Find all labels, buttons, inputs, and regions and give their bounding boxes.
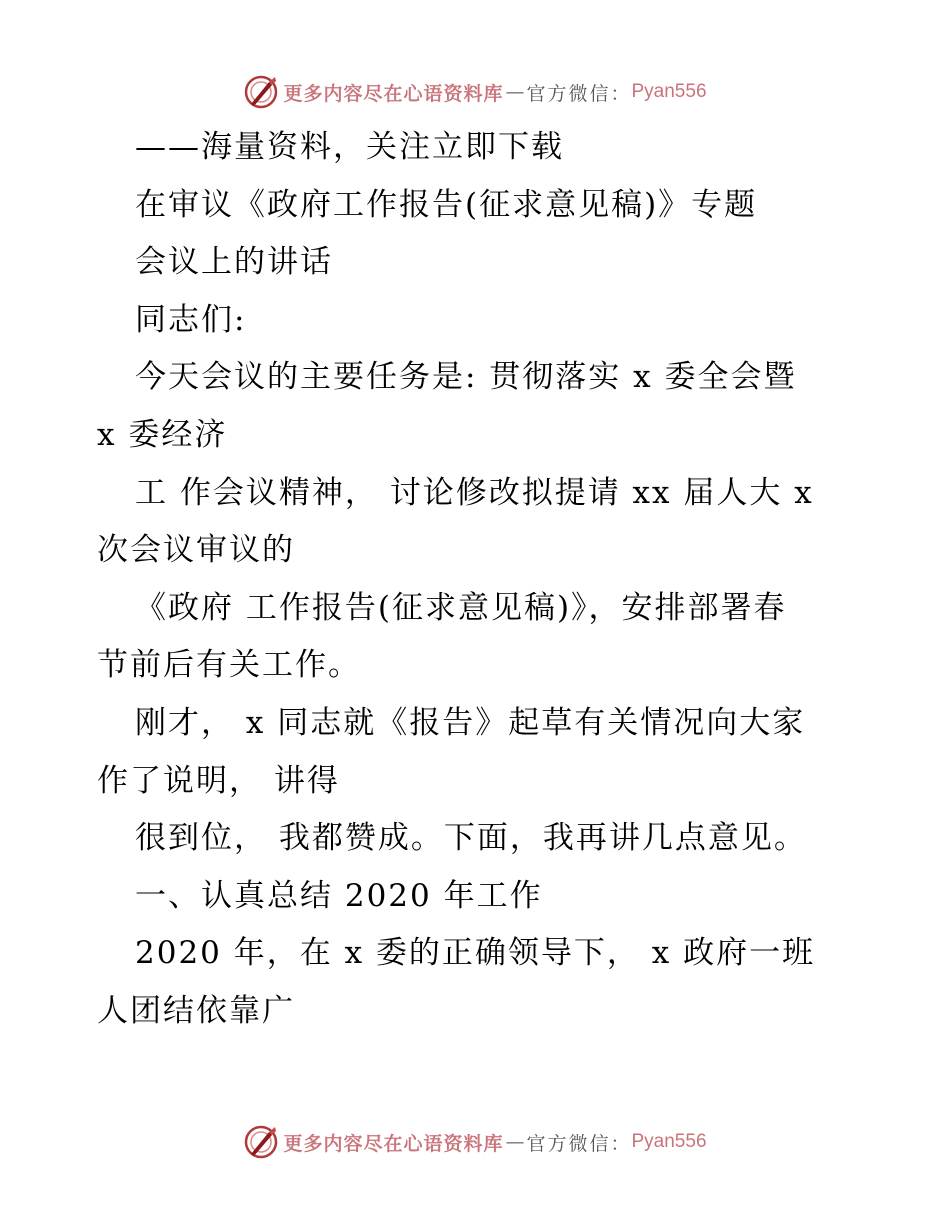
document-body: [97, 119, 842, 1041]
doc-line: ——海量资料，关注立即下载: [135, 129, 564, 165]
doc-line: 会议上的讲话: [135, 244, 333, 281]
banner-dash: —: [505, 81, 525, 103]
wechat-label: 官方微信：: [526, 82, 632, 105]
quill-logo-icon: [243, 1124, 279, 1160]
doc-line: 刚才， x 同志就《报告》起草有关情况向大家: [135, 704, 806, 741]
header-banner: [0, 72, 950, 112]
wechat-id: Pyan556: [631, 1131, 707, 1152]
brand-name: 更多内容尽在心语资料库: [283, 1132, 504, 1155]
doc-line: 同志们:: [135, 301, 247, 338]
banner-dash: —: [505, 1131, 525, 1153]
wechat-label: 官方微信：: [526, 1132, 632, 1155]
doc-line: 很到位， 我都赞成。下面，我再讲几点意见。: [135, 820, 807, 857]
doc-line: 节前后有关工作。: [97, 647, 361, 684]
doc-line: 工 作会议精神， 讨论修改拟提请 xx 届人大 x: [135, 474, 814, 511]
doc-line: 在审议《政府工作报告(征求意见稿)》专题: [135, 186, 758, 223]
doc-line: 人团结依靠广: [97, 992, 295, 1029]
doc-line: 次会议审议的: [97, 532, 295, 569]
doc-line: 《政府 工作报告(征求意见稿)》，安排部署春: [135, 589, 787, 626]
quill-logo-icon: [243, 74, 279, 110]
doc-line: x 委经济: [97, 416, 228, 453]
brand-name: 更多内容尽在心语资料库: [283, 82, 504, 105]
doc-line: 作了说明， 讲得: [97, 762, 340, 799]
doc-line: 今天会议的主要任务是: 贯彻落实 x 委全会暨: [135, 359, 797, 396]
wechat-id: Pyan556: [631, 81, 707, 102]
doc-line: 2020 年，在 x 委的正确领导下， x 政府一班: [135, 935, 816, 972]
footer-banner: [0, 1122, 950, 1162]
doc-line: 一、认真总结 2020 年工作: [135, 877, 543, 914]
